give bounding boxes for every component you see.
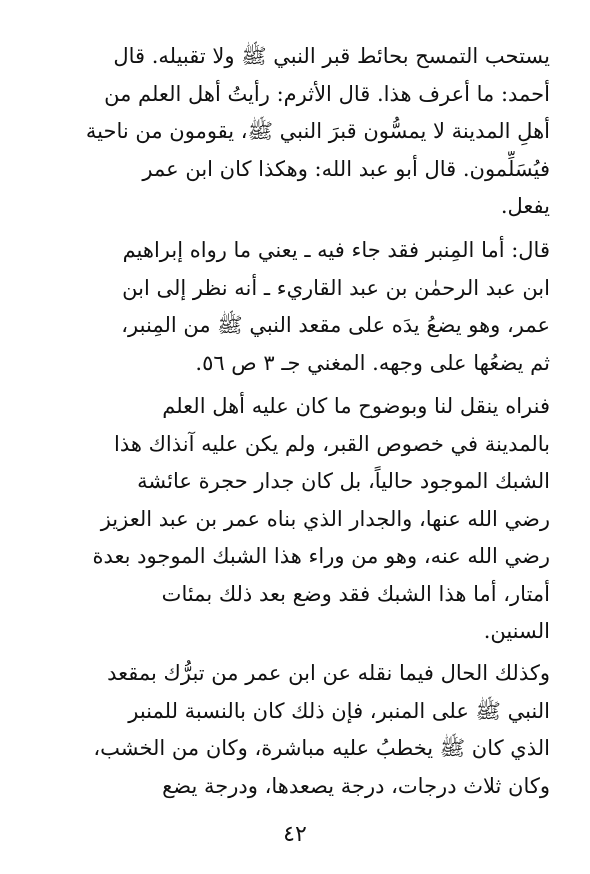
text-line: ابن عبد الرحمٰن بن عبد القاريء ـ أنه نظر إلى ابن — [122, 275, 550, 300]
text-line: عمر، وهو يضعُ يدَه على مقعد النبي ﷺ من المِنبر، — [121, 313, 550, 337]
text-line: أهلِ المدينة لا يمسُّون قبرَ النبي ﷺ، يقومون من ناحية — [85, 119, 550, 143]
text-line: أمتار، أما هذا الشبك فقد وضع بعد ذلك بمئات — [161, 581, 550, 606]
text-line: السنين. — [483, 619, 550, 643]
paragraph-1 — [40, 38, 550, 226]
text-line: رضي الله عنها، والجدار الذي بناه عمر بن عبد العزيز — [100, 506, 550, 531]
text-line: الذي كان ﷺ يخطبُ عليه مباشرة، وكان من الخشب، — [93, 736, 550, 760]
page-number: ٤٢ — [283, 822, 307, 847]
text-line: رضي الله عنه، وهو من وراء هذا الشبك الموجود بعدة — [92, 544, 550, 568]
paragraph-3 — [40, 388, 550, 651]
text-line: وكذلك الحال فيما نقله عن ابن عمر من تبرُّك بمقعد — [107, 661, 550, 685]
text-line: بالمدينة في خصوص القبر، ولم يكن عليه آنذاك هذا — [114, 431, 550, 456]
text-line: فيُسَلِّمون. قال أبو عبد الله: وهكذا كان ابن عمر — [142, 156, 550, 181]
text-line: قال: أما المِنبر فقد جاء فيه ـ يعني ما رواه إبراهيم — [122, 238, 550, 262]
text-line: يستحب التمسح بحائط قبر النبي ﷺ ولا تقبيله. قال — [113, 44, 550, 68]
paragraph-2 — [40, 232, 550, 382]
text-line: فنراه ينقل لنا وبوضوح ما كان عليه أهل العلم — [162, 394, 550, 418]
text-line: النبي ﷺ على المنبر، فإن ذلك كان بالنسبة للمنبر — [128, 698, 550, 723]
text-line: الشبك الموجود حالياً، بل كان جدار حجرة عائشة — [137, 469, 550, 493]
text-line: ثم يضعُها على وجهه. المغني جـ ٣ ص ٥٦. — [195, 350, 550, 375]
text-line: أحمد: ما أعرف هذا. قال الأثرم: رأيتُ أهل العلم من — [104, 81, 550, 106]
text-line: وكان ثلاث درجات، درجة يصعدها، ودرجة يضع — [162, 773, 550, 798]
paragraph-4 — [40, 655, 550, 805]
text-line: يفعل. — [500, 194, 550, 218]
